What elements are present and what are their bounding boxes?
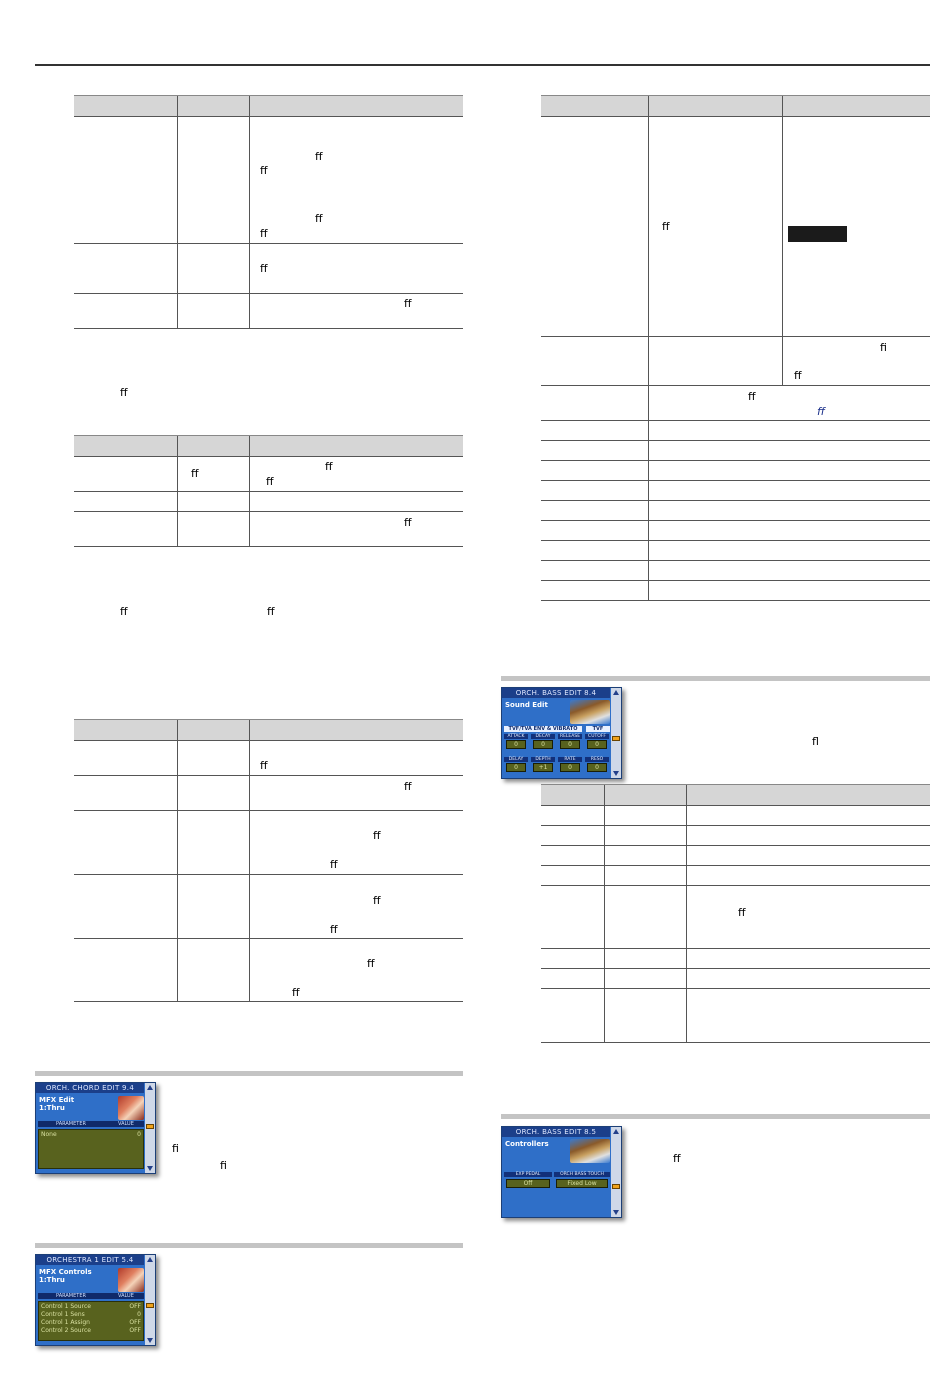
redacted-block <box>788 226 847 242</box>
table-row <box>541 561 930 581</box>
table-header-row <box>74 720 463 741</box>
ligature-ff: ff <box>120 386 128 399</box>
delay-label: DELAY <box>504 757 528 762</box>
table-row <box>541 969 930 989</box>
scroll-down-icon[interactable] <box>147 1338 153 1343</box>
table-row <box>541 806 930 826</box>
scrollbar[interactable] <box>611 1127 621 1217</box>
table-row <box>74 492 463 512</box>
attack-value[interactable]: 0 <box>506 740 526 749</box>
ligature-ff: ff <box>330 858 338 871</box>
cutoff-value[interactable]: 0 <box>587 740 607 749</box>
ligature-ff: ff <box>325 460 333 473</box>
depth-value[interactable]: +1 <box>533 763 553 772</box>
scroll-up-icon[interactable] <box>147 1257 153 1262</box>
reso-value[interactable]: 0 <box>587 763 607 772</box>
parameter-value: OFF <box>129 1303 141 1310</box>
screen-heading: MFX Edit <box>39 1096 75 1104</box>
cutoff-label: CUTOFF <box>585 734 609 739</box>
parameter-list-header <box>38 1121 144 1127</box>
ligature-ff: ff <box>404 297 412 310</box>
table-row <box>541 481 930 501</box>
table-row <box>541 541 930 561</box>
table-row <box>541 501 930 521</box>
list-item[interactable] <box>41 1327 141 1335</box>
screen-subheading: 1:Thru <box>39 1276 65 1284</box>
ligature-ff: ff <box>260 262 268 275</box>
parameter-value: OFF <box>129 1319 141 1326</box>
ligature-fi: fi <box>880 341 887 354</box>
section-divider <box>501 1114 930 1119</box>
table-row <box>541 117 930 337</box>
parameter-label: None <box>41 1131 57 1138</box>
screen-heading: Sound Edit <box>505 701 548 709</box>
parameter-label: Control 2 Source <box>41 1327 91 1334</box>
table-row <box>74 244 463 294</box>
ligature-ff: ff <box>260 759 268 772</box>
ligature-ff: ff <box>662 220 670 233</box>
scrollbar[interactable] <box>145 1083 155 1173</box>
table-header-row <box>74 96 463 117</box>
table-row <box>541 386 930 421</box>
column-value: VALUE <box>118 1293 134 1299</box>
table-row <box>74 741 463 776</box>
param-table-3 <box>74 719 463 1002</box>
exp-pedal-value[interactable]: Off <box>506 1179 550 1188</box>
top-rule <box>35 64 930 66</box>
table-row <box>541 989 930 1043</box>
list-item[interactable] <box>41 1303 141 1311</box>
decay-value[interactable]: 0 <box>533 740 553 749</box>
list-item[interactable] <box>41 1311 141 1319</box>
attack-label: ATTACK <box>504 734 528 739</box>
screen-title: ORCH. BASS EDIT 8.5 <box>502 1127 610 1137</box>
table-row <box>541 949 930 969</box>
ligature-ff: ff <box>373 829 381 842</box>
screen-chord-mfx-edit <box>35 1082 156 1174</box>
ligature-fi: fi <box>172 1142 179 1155</box>
table-row <box>541 846 930 866</box>
ligature-fi: fi <box>220 1159 227 1172</box>
scrollbar[interactable] <box>145 1255 155 1345</box>
column-value: VALUE <box>118 1121 134 1127</box>
scroll-thumb[interactable] <box>612 736 620 741</box>
ligature-ff: ff <box>260 227 268 240</box>
table-row <box>74 939 463 1002</box>
release-label: RELEASE <box>559 734 581 739</box>
screen-bass-controllers <box>501 1126 622 1218</box>
ligature-ff: ff <box>404 780 412 793</box>
mfx-thumbnail-icon <box>118 1268 144 1292</box>
parameter-label: Control 1 Source <box>41 1303 91 1310</box>
section-divider <box>501 676 930 681</box>
screen-orchestra1-mfx-controls <box>35 1254 156 1346</box>
ligature-ff: ff <box>292 986 300 999</box>
scroll-thumb[interactable] <box>612 1184 620 1189</box>
tab-tvf-tva-env[interactable]: TVF/TVA ENV & VIBRATO <box>504 726 582 732</box>
param-table-5 <box>541 784 930 1043</box>
screen-title: ORCHESTRA 1 EDIT 5.4 <box>36 1255 144 1265</box>
column-parameter: PARAMETER <box>56 1121 86 1127</box>
ligature-ff-link: ff <box>817 405 825 418</box>
list-item[interactable] <box>41 1131 141 1139</box>
parameter-label: Control 1 Sens <box>41 1311 85 1318</box>
depth-label: DEPTH <box>531 757 555 762</box>
ligature-ff: ff <box>191 467 199 480</box>
ligature-ff: ff <box>404 516 412 529</box>
mfx-thumbnail-icon <box>118 1096 144 1120</box>
table-row <box>541 337 930 386</box>
scroll-thumb[interactable] <box>146 1124 154 1129</box>
table-row <box>74 117 463 244</box>
ligature-ff: ff <box>748 390 756 403</box>
list-item[interactable] <box>41 1319 141 1327</box>
column-parameter: PARAMETER <box>56 1293 86 1299</box>
ligature-ff: ff <box>367 957 375 970</box>
ligature-ff: ff <box>330 923 338 936</box>
ligature-ff: ff <box>315 150 323 163</box>
section-divider <box>35 1243 463 1248</box>
ligature-ff: ff <box>315 212 323 225</box>
scrollbar[interactable] <box>611 688 621 778</box>
parameter-list-header <box>38 1293 144 1299</box>
ligature-ff: ff <box>373 894 381 907</box>
ligature-ff: ff <box>260 164 268 177</box>
reso-label: RESO <box>585 757 609 762</box>
table-row <box>541 886 930 949</box>
delay-value[interactable]: 0 <box>506 763 526 772</box>
parameter-list[interactable] <box>38 1129 144 1169</box>
param-table-4 <box>541 95 930 601</box>
param-table-2 <box>74 435 463 547</box>
scroll-up-icon[interactable] <box>613 1129 619 1134</box>
table-row <box>541 581 930 601</box>
ligature-ff: ff <box>120 605 128 618</box>
tab-bar <box>504 726 610 732</box>
table-row <box>541 441 930 461</box>
ligature-fl: fl <box>812 735 819 748</box>
ligature-ff: ff <box>267 605 275 618</box>
ligature-ff: ff <box>794 369 802 382</box>
scroll-down-icon[interactable] <box>613 771 619 776</box>
scroll-thumb[interactable] <box>146 1303 154 1308</box>
table-row <box>74 811 463 875</box>
tab-tvf[interactable]: TVF <box>586 726 610 732</box>
scroll-down-icon[interactable] <box>147 1166 153 1171</box>
table-row <box>541 461 930 481</box>
decay-label: DECAY <box>531 734 555 739</box>
table-header-row <box>541 785 930 806</box>
rate-value[interactable]: 0 <box>560 763 580 772</box>
parameter-value: 0 <box>137 1131 141 1138</box>
screen-heading: Controllers <box>505 1140 549 1148</box>
orch-bass-touch-value[interactable]: Fixed Low <box>556 1179 608 1188</box>
screen-bass-sound-edit <box>501 687 622 779</box>
release-value[interactable]: 0 <box>560 740 580 749</box>
scroll-down-icon[interactable] <box>613 1210 619 1215</box>
param-table-1 <box>74 95 463 329</box>
screen-heading: MFX Controls <box>39 1268 92 1276</box>
ligature-ff: ff <box>673 1152 681 1165</box>
table-header-row <box>74 436 463 457</box>
bass-instrument-icon <box>570 1139 610 1163</box>
table-row <box>541 826 930 846</box>
orch-bass-touch-label: ORCH BASS TOUCH <box>554 1172 610 1177</box>
table-header-row <box>541 96 930 117</box>
table-row <box>541 421 930 441</box>
screen-title: ORCH. BASS EDIT 8.4 <box>502 688 610 698</box>
parameter-list[interactable] <box>38 1301 144 1341</box>
parameter-value: OFF <box>129 1327 141 1334</box>
screen-subheading: 1:Thru <box>39 1104 65 1112</box>
ligature-ff: ff <box>738 906 746 919</box>
scroll-up-icon[interactable] <box>147 1085 153 1090</box>
ligature-ff: ff <box>266 475 274 488</box>
table-row <box>541 521 930 541</box>
table-row <box>74 875 463 939</box>
parameter-label: Control 1 Assign <box>41 1319 90 1326</box>
exp-pedal-label: EXP PEDAL <box>504 1172 552 1177</box>
rate-label: RATE <box>558 757 582 762</box>
parameter-value: 0 <box>137 1311 141 1318</box>
scroll-up-icon[interactable] <box>613 690 619 695</box>
table-row <box>541 866 930 886</box>
bass-instrument-icon <box>570 700 610 724</box>
screen-title: ORCH. CHORD EDIT 9.4 <box>36 1083 144 1093</box>
section-divider <box>35 1071 463 1076</box>
